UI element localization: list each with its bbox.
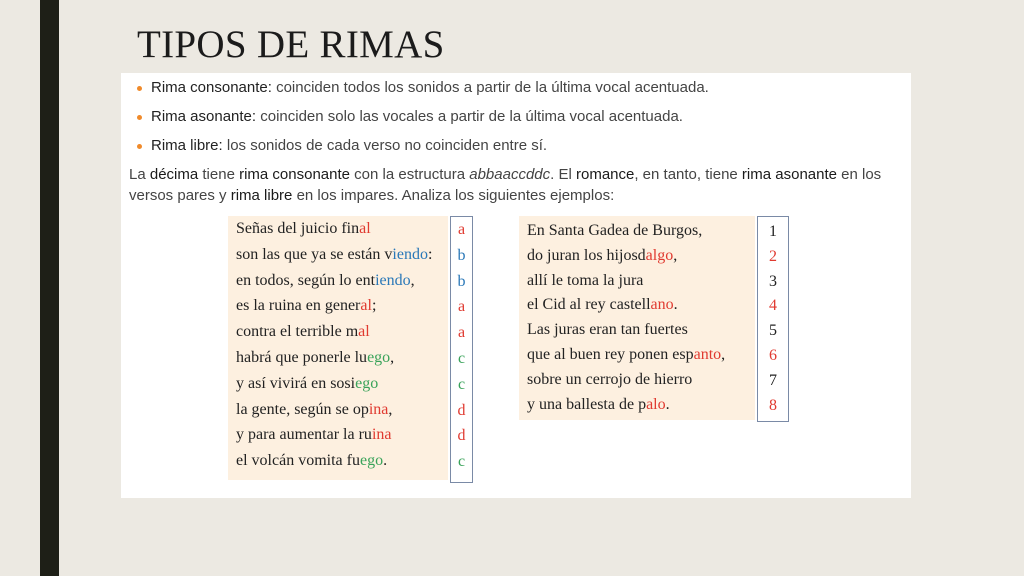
verse-number: 4 (769, 297, 777, 315)
verse-text: habrá que ponerle lu (236, 349, 368, 366)
verse-number: 3 (769, 272, 777, 290)
rhyme-ending: alo (646, 395, 666, 413)
bullet-dot-icon (137, 86, 142, 91)
verse-text: el volcán vomita fu (236, 452, 360, 470)
verse-number: 6 (769, 347, 777, 364)
bullet-text: coinciden solo las vocales a partir de la última vocal acentuada. (256, 108, 683, 125)
rhyme-types-list (129, 78, 709, 165)
para-structure: abbaaccddc (469, 166, 551, 183)
romance-verse (527, 222, 702, 240)
decima-poem (228, 216, 448, 480)
rhyme-letter: c (457, 453, 466, 471)
left-accent-bar (40, 0, 59, 576)
decima-verse (236, 272, 415, 290)
verse-text: que al buen rey ponen esp (527, 346, 694, 363)
verse-text: . (673, 296, 678, 314)
decima-rhyme-scheme (450, 216, 473, 483)
rhyme-letter: b (457, 246, 466, 264)
romance-verse (527, 371, 692, 389)
decima-verse (236, 401, 392, 419)
bullet-rima-asonante (129, 107, 709, 136)
rhyme-ending: al (360, 297, 372, 315)
verse-text: y así vivirá en sosi (236, 374, 356, 392)
verse-text: , (673, 246, 678, 264)
verse-number: 5 (769, 322, 777, 340)
decima-verse (236, 220, 371, 238)
content-panel (121, 73, 911, 498)
rhyme-letter: c (457, 350, 466, 367)
verse-text: . (665, 395, 670, 413)
bullet-term: Rima asonante: (151, 108, 257, 125)
verse-text: es la ruina en gener (236, 297, 361, 315)
verse-text: , (390, 349, 395, 366)
para-term: rima libre (230, 187, 293, 204)
para-term: romance (575, 166, 635, 183)
verse-number: 8 (769, 396, 777, 414)
para-text: . El (550, 166, 576, 183)
decima-verse (236, 297, 376, 315)
romance-verse (527, 296, 678, 314)
verse-text: allí le toma la jura (527, 271, 644, 289)
rhyme-ending: ego (359, 452, 384, 470)
decima-verse (236, 426, 391, 444)
rhyme-ending: ano (650, 296, 674, 314)
para-text: tiene (198, 166, 240, 183)
rhyme-ending: al (358, 323, 370, 341)
para-term: décima (149, 166, 199, 183)
para-term: rima asonante (741, 166, 837, 183)
para-text: en los versos pares y (129, 166, 882, 204)
rhyme-letter: a (457, 298, 466, 316)
romance-verse (527, 247, 677, 265)
verse-text: contra el terrible m (236, 323, 359, 341)
para-text: , en tanto, tiene (634, 166, 742, 183)
verse-text: , (721, 346, 726, 363)
verse-number: 2 (769, 247, 777, 265)
romance-verse (527, 321, 688, 339)
decima-verse (236, 246, 432, 264)
para-text: con la estructura (350, 166, 470, 183)
verse-text: ; (371, 297, 377, 315)
para-term: rima consonante (239, 166, 350, 183)
romance-verse-numbers (757, 216, 789, 422)
verse-text: : (427, 245, 433, 263)
rhyme-ending: al (359, 220, 371, 237)
rhyme-letter: a (457, 221, 466, 238)
rhyme-ending: ego (355, 374, 379, 392)
romance-verse (527, 272, 643, 290)
verse-text: son las que ya se están v (236, 245, 393, 263)
bullet-rima-libre (129, 136, 709, 165)
bullet-dot-icon (137, 115, 142, 120)
decima-verse (236, 375, 378, 393)
verse-text: En Santa Gadea de Burgos, (527, 222, 703, 239)
slide-title: TIPOS DE RIMAS (137, 23, 445, 66)
verse-text: , (388, 400, 393, 418)
verse-text: la gente, según se op (236, 400, 369, 418)
verse-number: 1 (769, 223, 777, 240)
bullet-term: Rima consonante: (151, 79, 272, 96)
verse-text: y una ballesta de p (527, 395, 647, 413)
rhyme-ending: ego (367, 349, 391, 366)
verse-text: el Cid al rey castell (527, 296, 651, 314)
verse-number: 7 (769, 371, 777, 389)
bullet-term: Rima libre: (151, 137, 223, 154)
verse-text: . (383, 452, 388, 470)
bullet-text: coinciden todos los sonidos a partir de la última vocal acentuada. (271, 79, 709, 96)
rhyme-letter: d (457, 401, 466, 419)
rhyme-ending: algo (645, 246, 674, 264)
rhyme-letter: c (457, 375, 466, 393)
rhyme-ending: anto (693, 346, 722, 363)
rhyme-letter: a (457, 324, 466, 342)
verse-text: Señas del juicio fin (236, 220, 360, 237)
rhyme-letter: b (457, 272, 466, 290)
decima-verse (236, 349, 394, 367)
bullet-text: los sonidos de cada verso no coinciden entre sí. (222, 137, 548, 154)
romance-poem (519, 216, 755, 420)
verse-text: do juran los hijosd (527, 246, 646, 264)
para-text: La (129, 166, 150, 183)
decima-verse (236, 323, 370, 341)
verse-text: sobre un cerrojo de hierro (527, 370, 693, 388)
rhyme-ending: ina (368, 400, 389, 418)
romance-verse (527, 396, 670, 414)
verse-text: en todos, según lo ent (236, 271, 376, 289)
explanation-paragraph (129, 164, 909, 206)
bullet-rima-consonante (129, 78, 709, 107)
verse-text: Las juras eran tan fuertes (527, 321, 688, 339)
rhyme-ending: iendo (375, 271, 411, 289)
bullet-dot-icon (137, 144, 142, 149)
decima-verse (236, 452, 387, 470)
rhyme-ending: iendo (392, 245, 428, 263)
verse-text: y para aumentar la ru (236, 426, 372, 444)
romance-verse (527, 346, 725, 364)
para-text: en los impares. Analiza los siguientes ejemplos: (292, 187, 615, 204)
rhyme-letter: d (457, 427, 466, 445)
rhyme-ending: ina (371, 426, 392, 444)
verse-text: , (410, 271, 415, 289)
